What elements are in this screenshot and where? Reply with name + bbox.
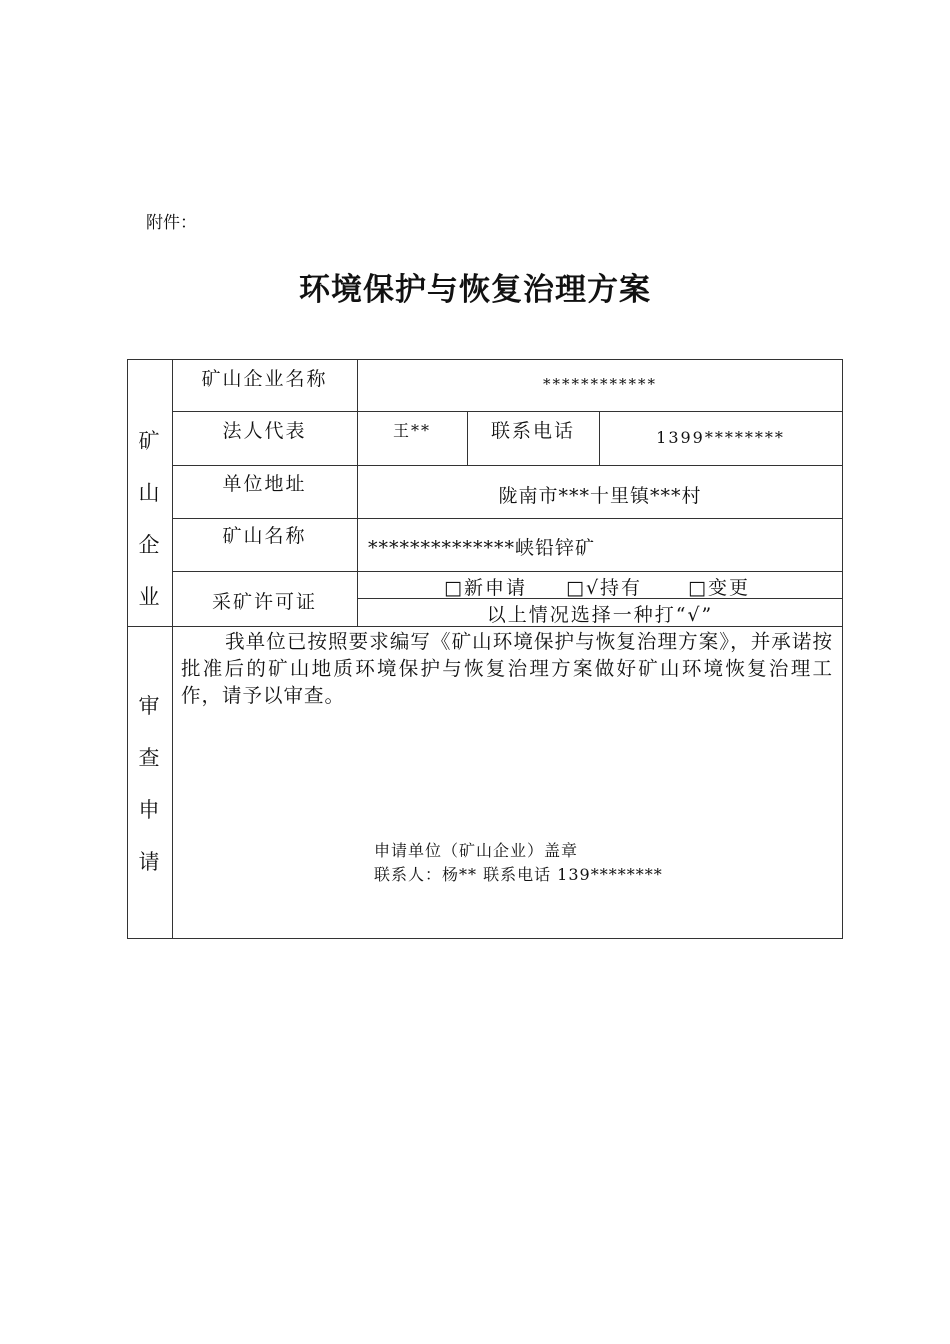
mine-name-label: 矿山名称: [222, 525, 307, 547]
page-title: 环境保护与恢复治理方案: [299, 272, 651, 308]
side-char: 山: [138, 481, 160, 505]
legal-rep-value: 王**: [392, 421, 431, 440]
review-statement-text: 我单位已按照要求编写《矿山环境保护与恢复治理方案》，并承诺按批准后的矿山地质环境保护与恢复治理方案做好矿山环境恢复治理工作，请予以审查。: [181, 630, 833, 707]
license-option-hold[interactable]: □√持有: [566, 577, 643, 599]
row-divider-1: [172, 411, 843, 412]
attachment-label: 附件：: [146, 213, 197, 233]
address-value: 陇南市***十里镇***村: [498, 485, 702, 507]
side-char: 业: [138, 585, 160, 609]
row-divider-2: [172, 465, 843, 466]
table-border-right: [842, 359, 843, 939]
company-name-value: ************: [543, 375, 657, 393]
table-border-top: [127, 359, 843, 360]
company-name-label: 矿山企业名称: [201, 368, 328, 390]
side-char: 查: [138, 746, 160, 770]
legal-rep-label: 法人代表: [222, 420, 307, 442]
side-char: 审: [138, 694, 160, 718]
side-char: 请: [138, 850, 160, 874]
row-divider-4: [172, 571, 843, 572]
side-char: 申: [138, 798, 160, 822]
license-option-change[interactable]: □变更: [688, 577, 750, 599]
license-note: 以上情况选择一种打“√”: [486, 604, 714, 626]
review-statement: [181, 628, 833, 709]
phone-label: 联系电话: [490, 420, 575, 442]
mine-name-value: **************峡铅锌矿: [368, 537, 596, 559]
phone-value: 1399********: [656, 428, 785, 447]
side-char: 矿: [138, 429, 160, 453]
side-char: 企: [138, 533, 160, 557]
table-border-bottom: [127, 938, 843, 939]
contact-line: 联系人：杨** 联系电话 139********: [374, 865, 663, 884]
address-label: 单位地址: [222, 473, 307, 495]
table-border-left: [127, 359, 128, 939]
row-divider-3: [172, 518, 843, 519]
mining-license-label: 采矿许可证: [211, 591, 317, 613]
seal-line: 申请单位（矿山企业）盖章: [374, 841, 579, 860]
side-column-divider: [172, 359, 173, 939]
license-option-new[interactable]: □新申请: [444, 577, 527, 599]
